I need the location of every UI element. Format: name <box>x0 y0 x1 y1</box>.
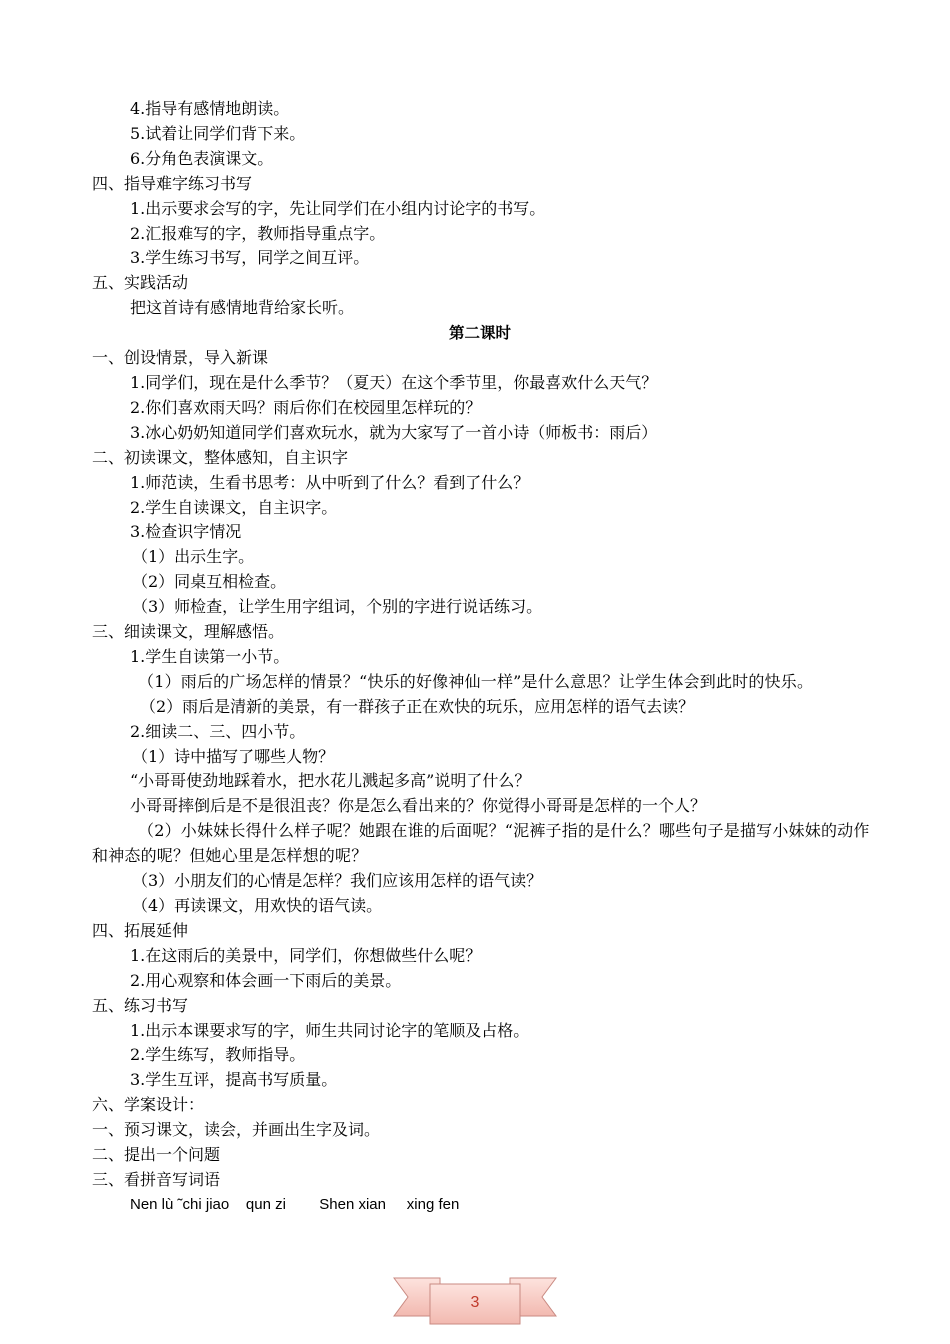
text-line: 小哥哥摔倒后是不是很沮丧？你是怎么看出来的？你觉得小哥哥是怎样的一个人？ <box>130 796 707 816</box>
page-number-badge <box>392 1272 558 1330</box>
text-line: 1.学生自读第一小节。 <box>130 646 290 666</box>
text-line: （3）小朋友们的心情是怎样？我们应该用怎样的语气读？ <box>132 871 543 891</box>
text-line: 四、拓展延伸 <box>92 920 189 940</box>
text-line: 四、指导难字练习书写 <box>92 173 253 193</box>
text-line: （1）出示生字。 <box>132 547 255 567</box>
text-line: 2.用心观察和体会画一下雨后的美景。 <box>130 970 402 990</box>
text-line: （4）再读课文，用欢快的语气读。 <box>132 896 383 915</box>
text-line: 3.检查识字情况 <box>130 522 242 542</box>
text-line: 3.学生练习书写，同学之间互评。 <box>130 248 370 268</box>
text-line: 六、学案设计： <box>92 1095 205 1115</box>
text-line: （1）诗中描写了哪些人物？ <box>132 746 335 766</box>
text-line: 1.出示要求会写的字，先让同学们在小组内讨论字的书写。 <box>130 198 546 218</box>
text-line: （2）雨后是清新的美景，有一群孩子正在欢快的玩乐，应用怎样的语气去读？ <box>140 696 695 716</box>
text-line: 2.你们喜欢雨天吗？雨后你们在校园里怎样玩的？ <box>130 397 482 417</box>
text-line: 二、初读课文，整体感知，自主识字 <box>92 447 349 467</box>
text-line: 2.学生练写，教师指导。 <box>130 1045 306 1065</box>
text-line: 三、看拼音写词语 <box>92 1169 221 1189</box>
text-line: 6.分角色表演课文。 <box>130 148 274 168</box>
text-line: （3）师检查，让学生用字组词，个别的字进行说话练习。 <box>132 597 543 617</box>
document-lines <box>90 97 870 1218</box>
text-line: （1）雨后的广场怎样的情景？“快乐的好像神仙一样”是什么意思？让学生体会到此时的快乐。 <box>138 671 814 691</box>
page-number: 3 <box>470 1294 480 1311</box>
text-line: 2.细读二、三、四小节。 <box>130 721 306 741</box>
text-line: 1.出示本课要求写的字，师生共同讨论字的笔顺及占格。 <box>130 1020 530 1040</box>
text-line: “小哥哥使劲地踩着水，把水花儿溅起多高”说明了什么？ <box>130 771 531 791</box>
document-body <box>90 97 870 1218</box>
text-line: 三、细读课文，理解感悟。 <box>92 622 285 642</box>
text-line: 五、实践活动 <box>92 273 189 293</box>
text-line: 二、提出一个问题 <box>92 1145 221 1165</box>
text-line: 把这首诗有感情地背给家长听。 <box>130 298 355 318</box>
text-line: 一、创设情景，导入新课 <box>92 348 269 368</box>
text-line: 3.冰心奶奶知道同学们喜欢玩水，就为大家写了一首小诗（师板书：雨后） <box>130 422 658 442</box>
text-line: 1.同学们，现在是什么季节？（夏天）在这个季节里，你最喜欢什么天气？ <box>130 372 658 392</box>
text-line: 五、练习书写 <box>92 995 189 1015</box>
text-line: Nen lù ˜chi jiao qun zi Shen xian xing fen <box>130 1195 460 1213</box>
text-line: 5.试着让同学们背下来。 <box>130 123 306 143</box>
text-line: 1.师范读，生看书思考：从中听到了什么？看到了什么？ <box>130 472 530 492</box>
text-line: 一、预习课文，读会，并画出生字及词。 <box>92 1120 381 1140</box>
text-line: 3.学生互评，提高书写质量。 <box>130 1070 338 1090</box>
text-line: （2）小妹妹长得什么样子呢？她跟在谁的后面呢？“泥裤子指的是什么？哪些句子是描写小妹妹的动作和神态的呢？但她心里是怎样想的呢？ <box>92 821 870 866</box>
text-line: （2）同桌互相检查。 <box>132 572 287 592</box>
text-line: 2.学生自读课文，自主识字。 <box>130 497 338 517</box>
text-line: 2.汇报难写的字，教师指导重点字。 <box>130 223 386 243</box>
text-line: 1.在这雨后的美景中，同学们，你想做些什么呢？ <box>130 945 482 965</box>
section-heading: 第二课时 <box>448 324 511 343</box>
text-line: 4.指导有感情地朗读。 <box>130 99 290 118</box>
